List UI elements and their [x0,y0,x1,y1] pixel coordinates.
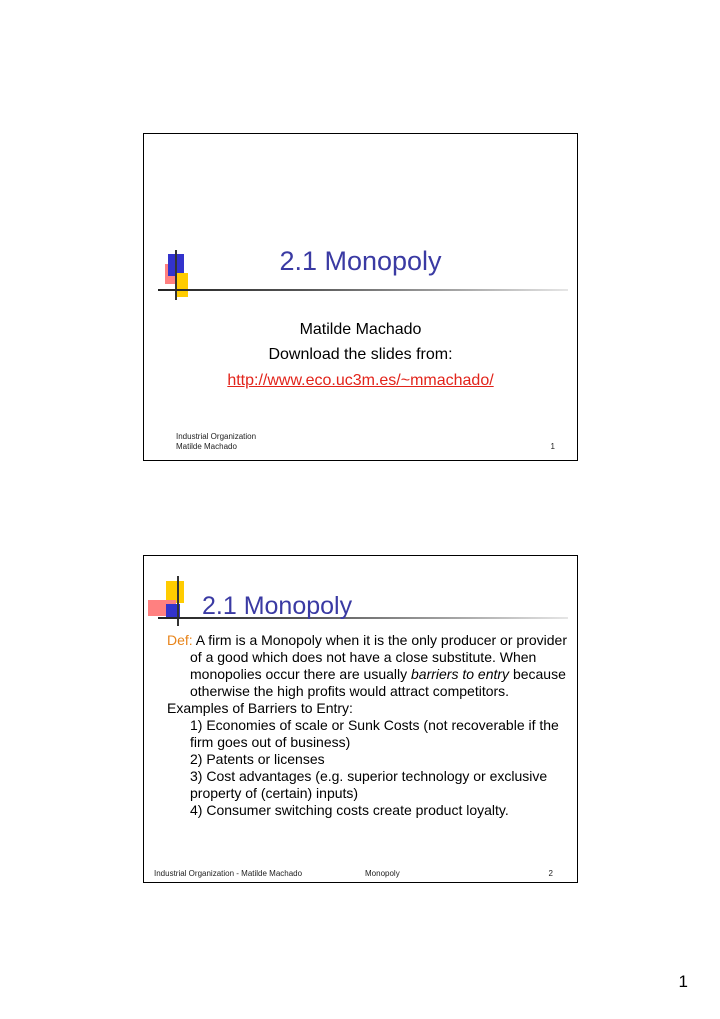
slide-body [167,632,567,819]
footer-course: Industrial Organization - Matilde Machado [154,869,303,878]
slide-number: 1 [550,442,555,451]
example-item: 1) Economies of scale or Sunk Costs (not recoverable if the firm goes out of business) [190,717,559,750]
definition-text: A firm is a Monopoly when it is the only producer or provider of a good which does not have a close substitute. When monopolies occur there are usually [190,632,567,682]
footer-topic: Monopoly [365,869,400,878]
example-item: 3) Cost advantages (e.g. superior technology or exclusive property of (certain) inputs) [190,768,548,801]
footer-author: Matilde Machado [176,442,237,451]
page-number: 1 [678,972,688,991]
footer-course: Industrial Organization [176,432,257,441]
slide-2 [143,555,578,883]
author-name: Matilde Machado [299,321,422,338]
example-item: 4) Consumer switching costs create product loyalty. [190,802,509,818]
slides-link[interactable]: http://www.eco.uc3m.es/~mmachado/ [227,372,494,389]
definition-italic: barriers to entry [411,666,510,682]
definition-text-end: because otherwise the high profits would attract competitors. [190,666,566,699]
slide-title: 2.1 Monopoly [202,592,353,620]
download-text: Download the slides from: [268,346,453,363]
examples-heading: Examples of Barriers to Entry: [167,700,353,716]
example-item: 2) Patents or licenses [190,751,325,767]
slide-number: 2 [548,869,553,878]
slide-title: 2.1 Monopoly [279,246,442,276]
definition-paragraph [167,632,567,700]
definition-label: Def: [167,632,193,648]
slide-1 [143,133,578,461]
